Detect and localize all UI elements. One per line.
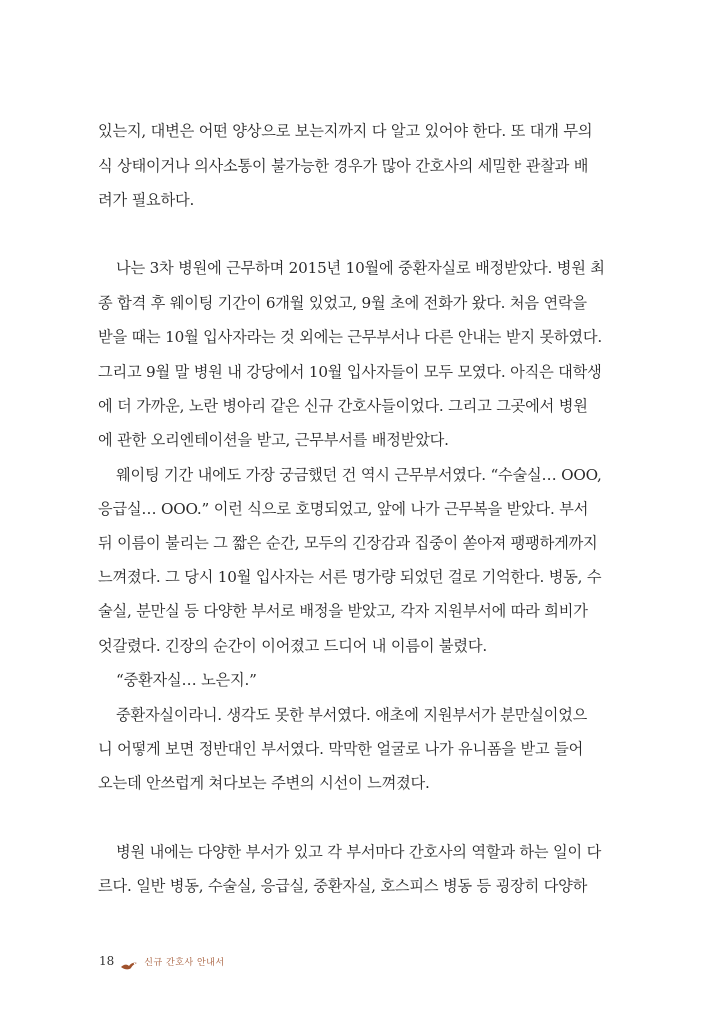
- text-line: 병원 내에는 다양한 부서가 있고 각 부서마다 간호사의 역할과 하는 일이 다: [116, 843, 602, 861]
- text-line: 느껴졌다. 그 당시 10월 입사자는 서른 명가량 되었던 걸로 기억한다. 병동, 수: [98, 568, 602, 586]
- text-line: 르다. 일반 병동, 수술실, 응급실, 중환자실, 호스피스 병동 등 굉장히 다양하: [98, 877, 588, 895]
- text-line: 응급실… OOO.” 이런 식으로 호명되었고, 앞에 나가 근무복을 받았다. 부서: [98, 500, 589, 518]
- text-line: 식 상태이거나 의사소통이 불가능한 경우가 많아 간호사의 세밀한 관찰과 배: [98, 157, 589, 175]
- text-line: 받을 때는 10월 입사자라는 것 외에는 근무부서나 다른 안내는 받지 못하였다.: [98, 328, 602, 346]
- text-line: “중환자실… 노은지.”: [116, 671, 257, 689]
- text-line: 술실, 분만실 등 다양한 부서로 배정을 받았고, 각자 지원부서에 따라 희비가: [98, 602, 588, 620]
- text-line: 그리고 9월 말 병원 내 강당에서 10월 입사자들이 모두 모였다. 아직은 대학생: [98, 363, 602, 381]
- text-line: 종 합격 후 웨이팅 기간이 6개월 있었고, 9월 초에 전화가 왔다. 처음 연락을: [98, 294, 587, 312]
- text-line: 에 더 가까운, 노란 병아리 같은 신규 간호사들이었다. 그리고 그곳에서 병원: [98, 397, 588, 415]
- text-line: 엇갈렸다. 긴장의 순간이 이어졌고 드디어 내 이름이 불렸다.: [98, 637, 487, 655]
- text-line: 에 관한 오리엔테이션을 받고, 근무부서를 배정받았다.: [98, 431, 449, 449]
- page-footer: [99, 952, 225, 970]
- text-line: 중환자실이라니. 생각도 못한 부서였다. 애초에 지원부서가 분만실이었으: [116, 706, 588, 724]
- text-line: 있는지, 대변은 어떤 양상으로 보는지까지 다 알고 있어야 한다. 또 대개 무의: [98, 122, 593, 140]
- book-title: 신규 간호사 안내서: [144, 957, 225, 968]
- text-line: 오는데 안쓰럽게 쳐다보는 주변의 시선이 느껴졌다.: [98, 774, 430, 792]
- text-line: 웨이팅 기간 내에도 가장 궁금했던 건 역시 근무부서였다. “수술실… OOO,: [116, 466, 602, 484]
- text-line: 니 어떻게 보면 정반대인 부서였다. 막막한 얼굴로 나가 유니폼을 받고 들어: [98, 740, 584, 758]
- text-line: 뒤 이름이 불리는 그 짧은 순간, 모두의 긴장감과 집중이 쏟아져 팽팽하게까지: [98, 534, 598, 552]
- text-line: 나는 3차 병원에 근무하며 2015년 10월에 중환자실로 배정받았다. 병원 최: [116, 259, 605, 277]
- page-number: 18: [99, 954, 115, 968]
- text-line: 려가 필요하다.: [98, 191, 195, 209]
- bird-icon: [120, 956, 138, 966]
